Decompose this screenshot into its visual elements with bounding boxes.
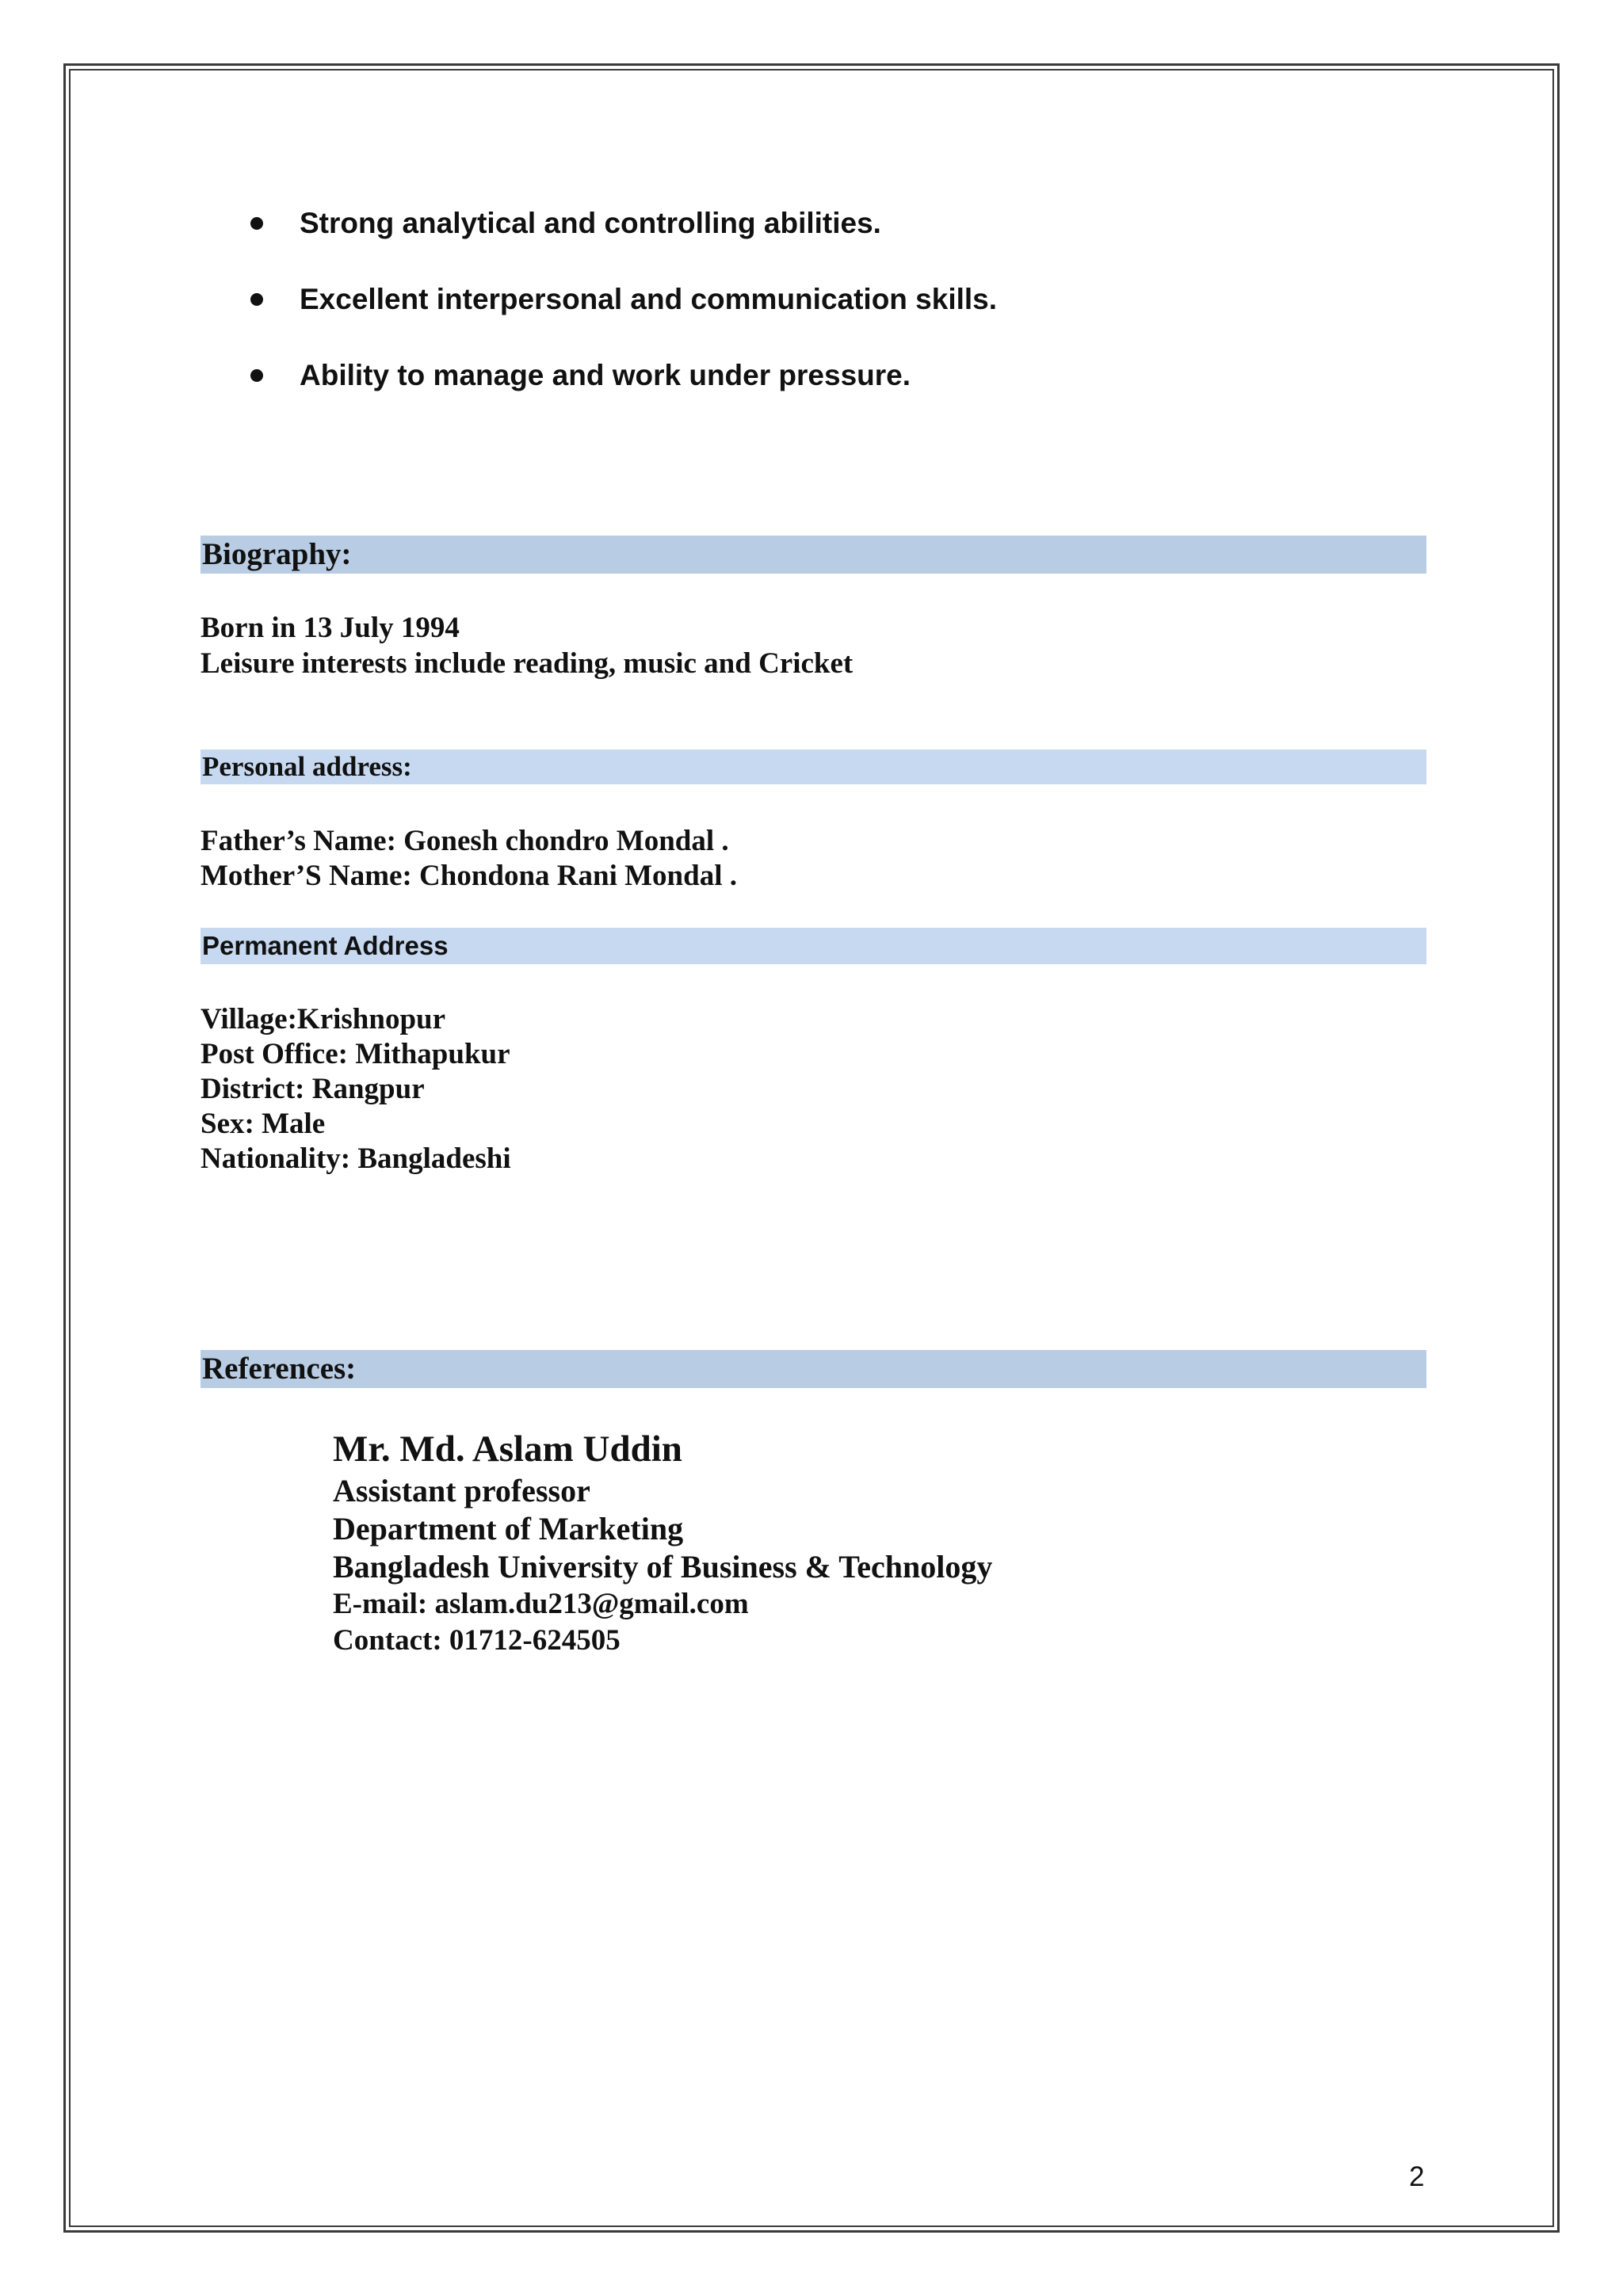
permanent-address [200, 1002, 511, 1177]
skill-item: Strong analytical and controlling abilities. [250, 203, 997, 279]
page-number: 2 [1409, 2161, 1425, 2192]
nationality: Nationality: Bangladeshi [200, 1142, 511, 1175]
post-office: Post Office: Mithapukur [200, 1038, 510, 1070]
skill-item: Excellent interpersonal and communication skills. [250, 279, 997, 355]
skills-list [250, 203, 997, 431]
skill-item: Ability to manage and work under pressure. [250, 355, 997, 431]
reference-entry [333, 1426, 992, 1659]
bullet-icon [250, 369, 263, 382]
reference-title: Assistant professor [333, 1473, 590, 1508]
references-heading: References: [200, 1350, 1426, 1388]
reference-department: Department of Marketing [333, 1511, 684, 1547]
bullet-icon [250, 217, 263, 230]
permanent-address-heading: Permanent Address [200, 928, 1426, 964]
parents-info [200, 824, 737, 894]
birth-date: Born in 13 July 1994 [200, 612, 460, 644]
father-name: Father’s Name: Gonesh chondro Mondal . [200, 825, 729, 857]
biography-heading: Biography: [200, 536, 1426, 574]
reference-email: E-mail: aslam.du213@gmail.com [333, 1588, 749, 1620]
sex: Sex: Male [200, 1108, 326, 1140]
reference-name: Mr. Md. Aslam Uddin [333, 1428, 682, 1470]
reference-university: Bangladesh University of Business & Technology [333, 1549, 993, 1585]
biography-text [200, 610, 853, 681]
reference-contact: Contact: 01712-624505 [333, 1624, 621, 1657]
mother-name: Mother’S Name: Chondona Rani Mondal . [200, 860, 737, 892]
bullet-icon [250, 293, 263, 306]
personal-address-heading: Personal address: [200, 749, 1426, 784]
leisure-interests: Leisure interests include reading, music and Cricket [200, 647, 854, 680]
district: District: Rangpur [200, 1073, 425, 1105]
village: Village:Krishnopur [200, 1003, 446, 1035]
